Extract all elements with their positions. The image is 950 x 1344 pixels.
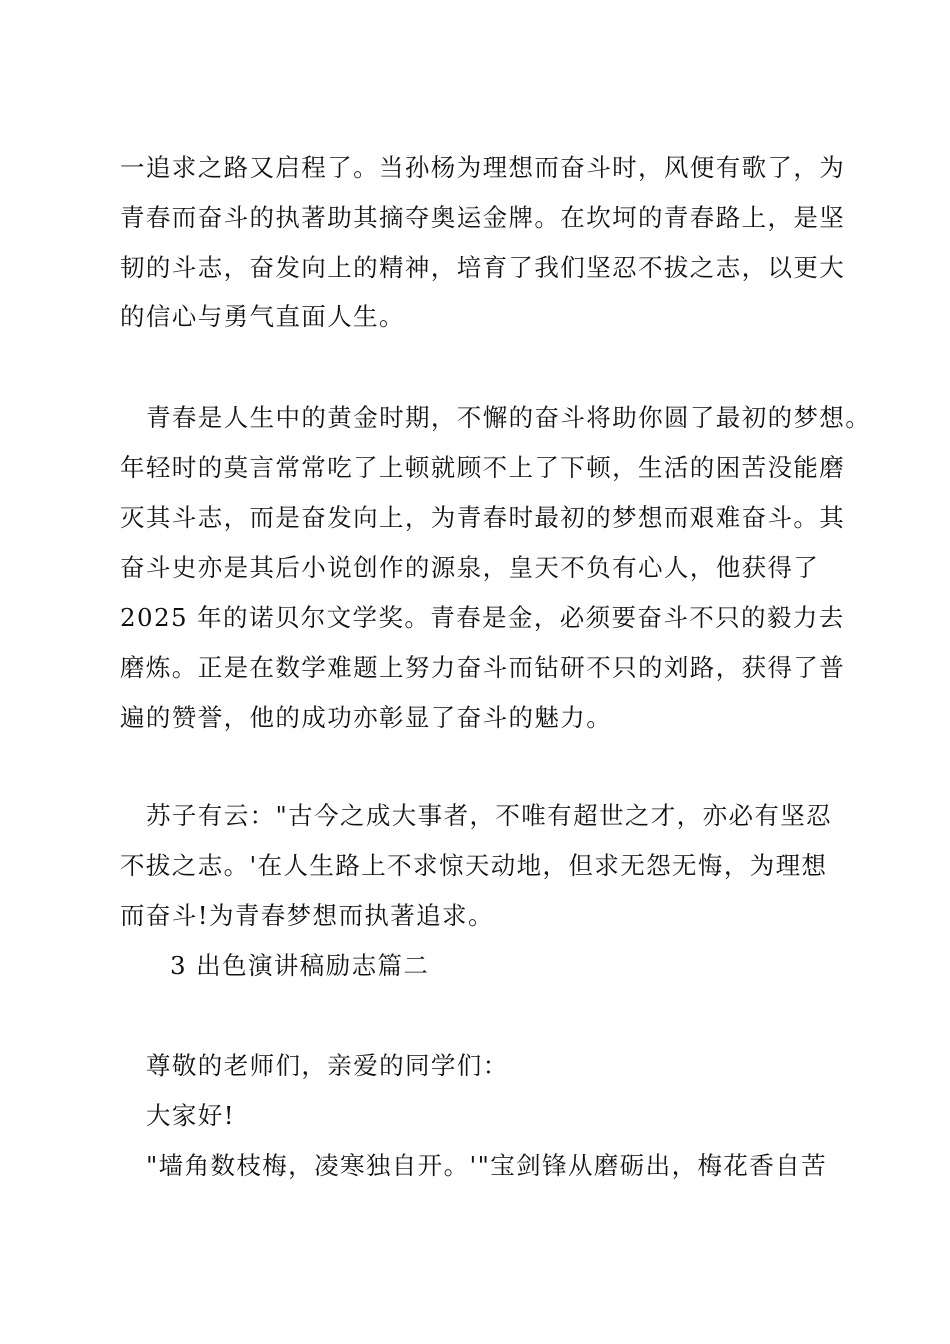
paragraph-line: 年轻时的莫言常常吃了上顿就顾不上了下顿，生活的困苦没能磨 (120, 453, 846, 482)
paragraph-line: 灭其斗志，而是奋发向上，为青春时最初的梦想而艰难奋斗。其 (120, 503, 846, 532)
paragraph-line: 青春是人生中的黄金时期，不懈的奋斗将助你圆了最初的梦想。 (146, 403, 872, 432)
greeting: 大家好! (146, 1101, 235, 1130)
paragraph-line: "墙角数枝梅，凌寒独自开。'"宝剑锋从磨砺出，梅花香自苦 (146, 1151, 827, 1180)
paragraph-line: 不拔之志。'在人生路上不求惊天动地，但求无怨无悔，为理想 (120, 851, 828, 880)
paragraph-line: 而奋斗!为青春梦想而执著追求。 (120, 901, 494, 930)
paragraph-line: 青春而奋斗的执著助其摘夺奥运金牌。在坎坷的青春路上，是坚 (120, 203, 846, 232)
section-heading: 3 出色演讲稿励志篇二 (170, 951, 430, 980)
paragraph-line: 2025 年的诺贝尔文学奖。青春是金，必须要奋斗不只的毅力去 (120, 603, 845, 632)
paragraph-line: 奋斗史亦是其后小说创作的源泉，皇天不负有心人，他获得了 (120, 553, 820, 582)
paragraph-line: 韧的斗志，奋发向上的精神，培育了我们坚忍不拔之志，以更大 (120, 253, 846, 282)
paragraph-line: 一追求之路又启程了。当孙杨为理想而奋斗时，风便有歌了，为 (120, 153, 846, 182)
paragraph-line: 遍的赞誉，他的成功亦彰显了奋斗的魅力。 (120, 703, 613, 732)
paragraph-line: 的信心与勇气直面人生。 (120, 302, 405, 331)
paragraph-line: 苏子有云："古今之成大事者，不唯有超世之才，亦必有坚忍 (146, 801, 833, 830)
paragraph-line: 磨炼。正是在数学难题上努力奋斗而钻研不只的刘路，获得了普 (120, 653, 846, 682)
salutation: 尊敬的老师们，亲爱的同学们： (146, 1051, 509, 1080)
